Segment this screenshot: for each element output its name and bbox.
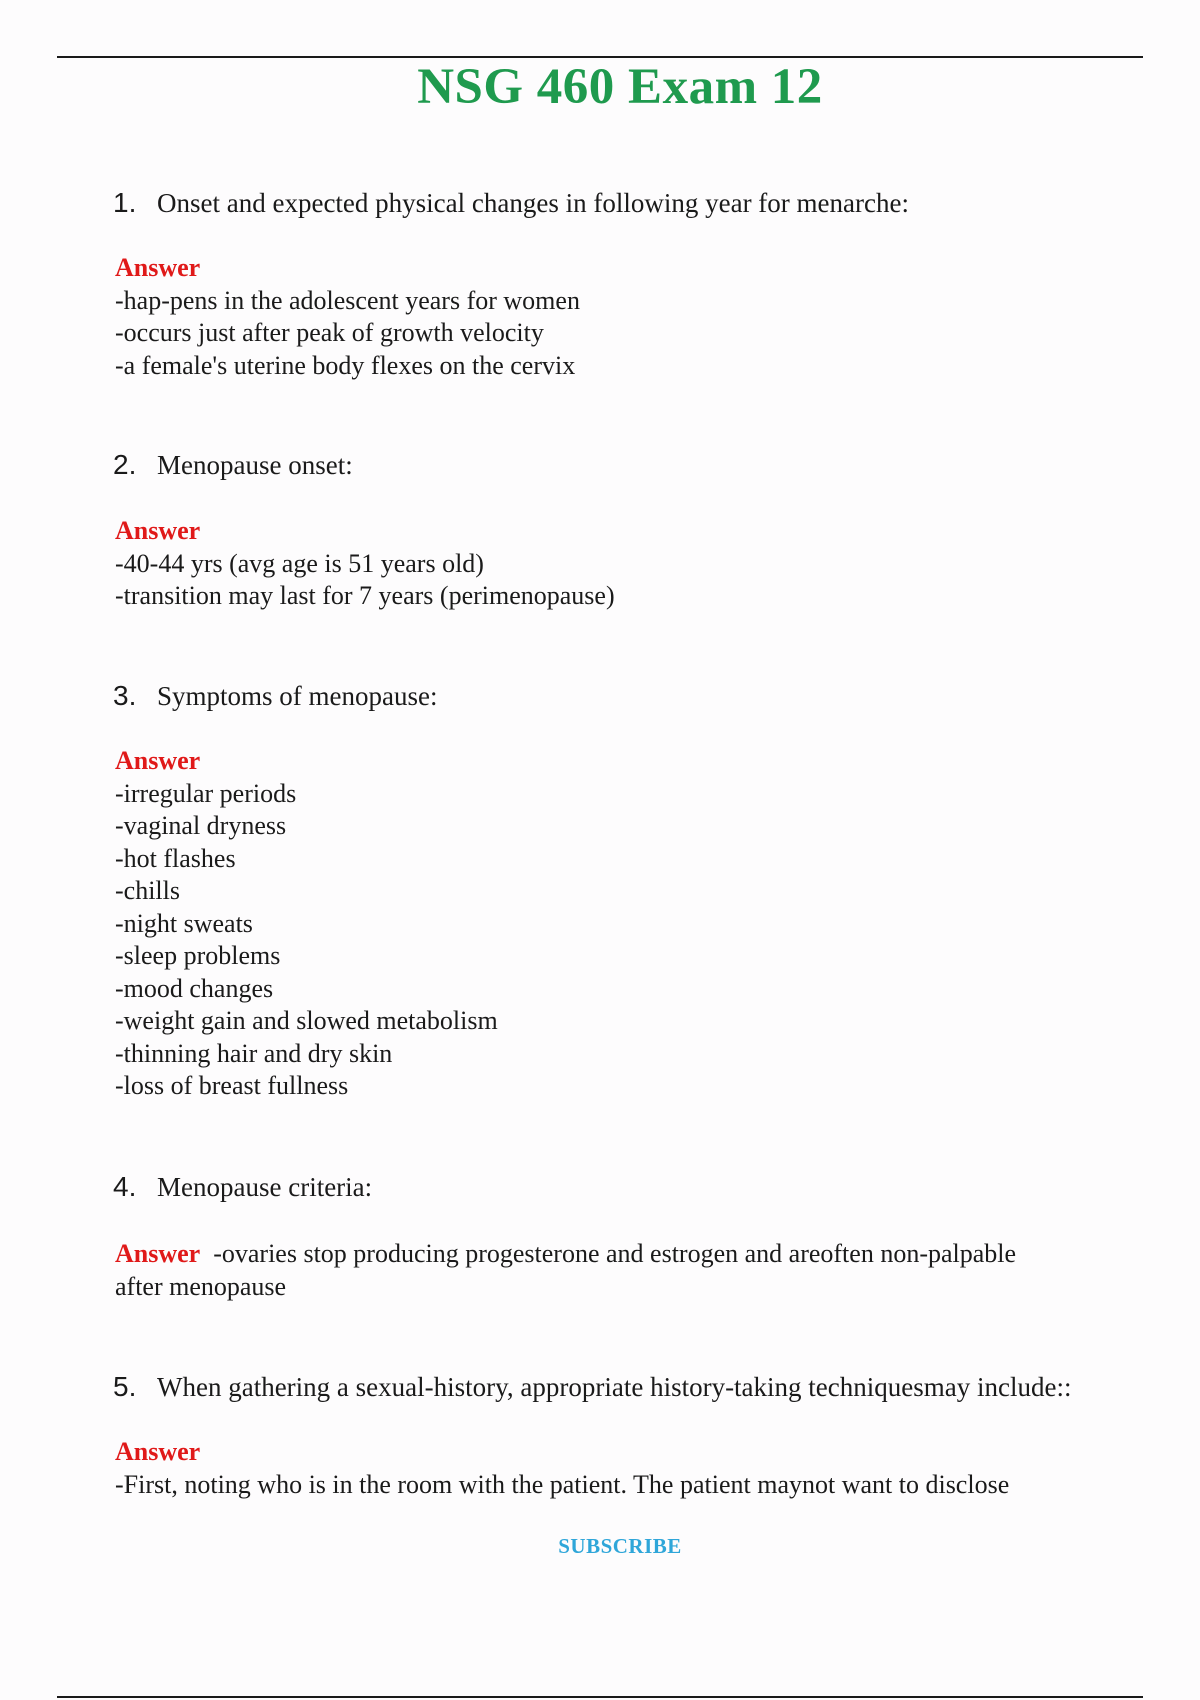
question-2: [113, 448, 353, 482]
answer-line: -irregular periods: [115, 778, 297, 808]
question-4: [113, 1170, 372, 1204]
answer-first-line: [115, 1238, 1016, 1271]
answer-inline-text: -ovaries stop producing progesterone and estrogen and areoften non-palpable: [213, 1239, 1017, 1268]
question-3: [113, 679, 437, 713]
question-number: 3.: [113, 680, 137, 711]
answer-2: [115, 515, 615, 613]
answer-label: Answer: [115, 516, 201, 545]
answer-5: [115, 1436, 1009, 1501]
question-text: When gathering a sexual-history, appropriate history-taking techniquesmay include::: [157, 1372, 1072, 1402]
answer-line: -hot flashes: [115, 843, 236, 873]
answer-3: [115, 745, 498, 1103]
answer-line: -transition may last for 7 years (perimenopause): [115, 581, 615, 610]
answer-line: -vaginal dryness: [115, 811, 287, 840]
question-1: [113, 186, 909, 220]
answer-1: [115, 252, 580, 382]
answer-line: -First, noting who is in the room with the patient. The patient maynot want to disclose: [115, 1469, 1010, 1499]
question-number: 2.: [113, 449, 137, 480]
question-number: 4.: [113, 1171, 137, 1202]
question-number: 1.: [113, 187, 137, 218]
answer-line: -weight gain and slowed metabolism: [115, 1006, 498, 1035]
answer-4: [115, 1238, 1016, 1303]
answer-line: -mood changes: [115, 973, 274, 1003]
bottom-rule: [57, 1696, 1143, 1698]
answer-line: after menopause: [115, 1271, 287, 1301]
answer-label: Answer: [115, 1239, 201, 1268]
question-number: 5.: [113, 1371, 137, 1402]
answer-line: -occurs just after peak of growth velocity: [115, 318, 544, 347]
answer-label: Answer: [115, 253, 201, 282]
answer-line: -thinning hair and dry skin: [115, 1038, 393, 1068]
answer-line: -chills: [115, 876, 180, 905]
answer-line: -40-44 yrs (avg age is 51 years old): [115, 548, 484, 578]
question-text: Symptoms of menopause:: [157, 681, 438, 711]
question-text: Onset and expected physical changes in following year for menarche:: [157, 188, 909, 218]
answer-line: -a female's uterine body flexes on the cervix: [115, 350, 576, 380]
document-title: NSG 460 Exam 12: [417, 59, 823, 115]
question-5: [113, 1370, 1071, 1404]
answer-line: -hap-pens in the adolescent years for women: [115, 285, 580, 315]
question-text: Menopause onset:: [157, 450, 353, 480]
answer-line: -night sweats: [115, 908, 253, 938]
answer-line: -sleep problems: [115, 941, 281, 970]
answer-label: Answer: [115, 1437, 201, 1466]
answer-line: -loss of breast fullness: [115, 1071, 349, 1100]
subscribe-link[interactable]: SUBSCRIBE: [558, 1534, 682, 1558]
answer-label: Answer: [115, 746, 201, 775]
question-text: Menopause criteria:: [157, 1172, 373, 1202]
